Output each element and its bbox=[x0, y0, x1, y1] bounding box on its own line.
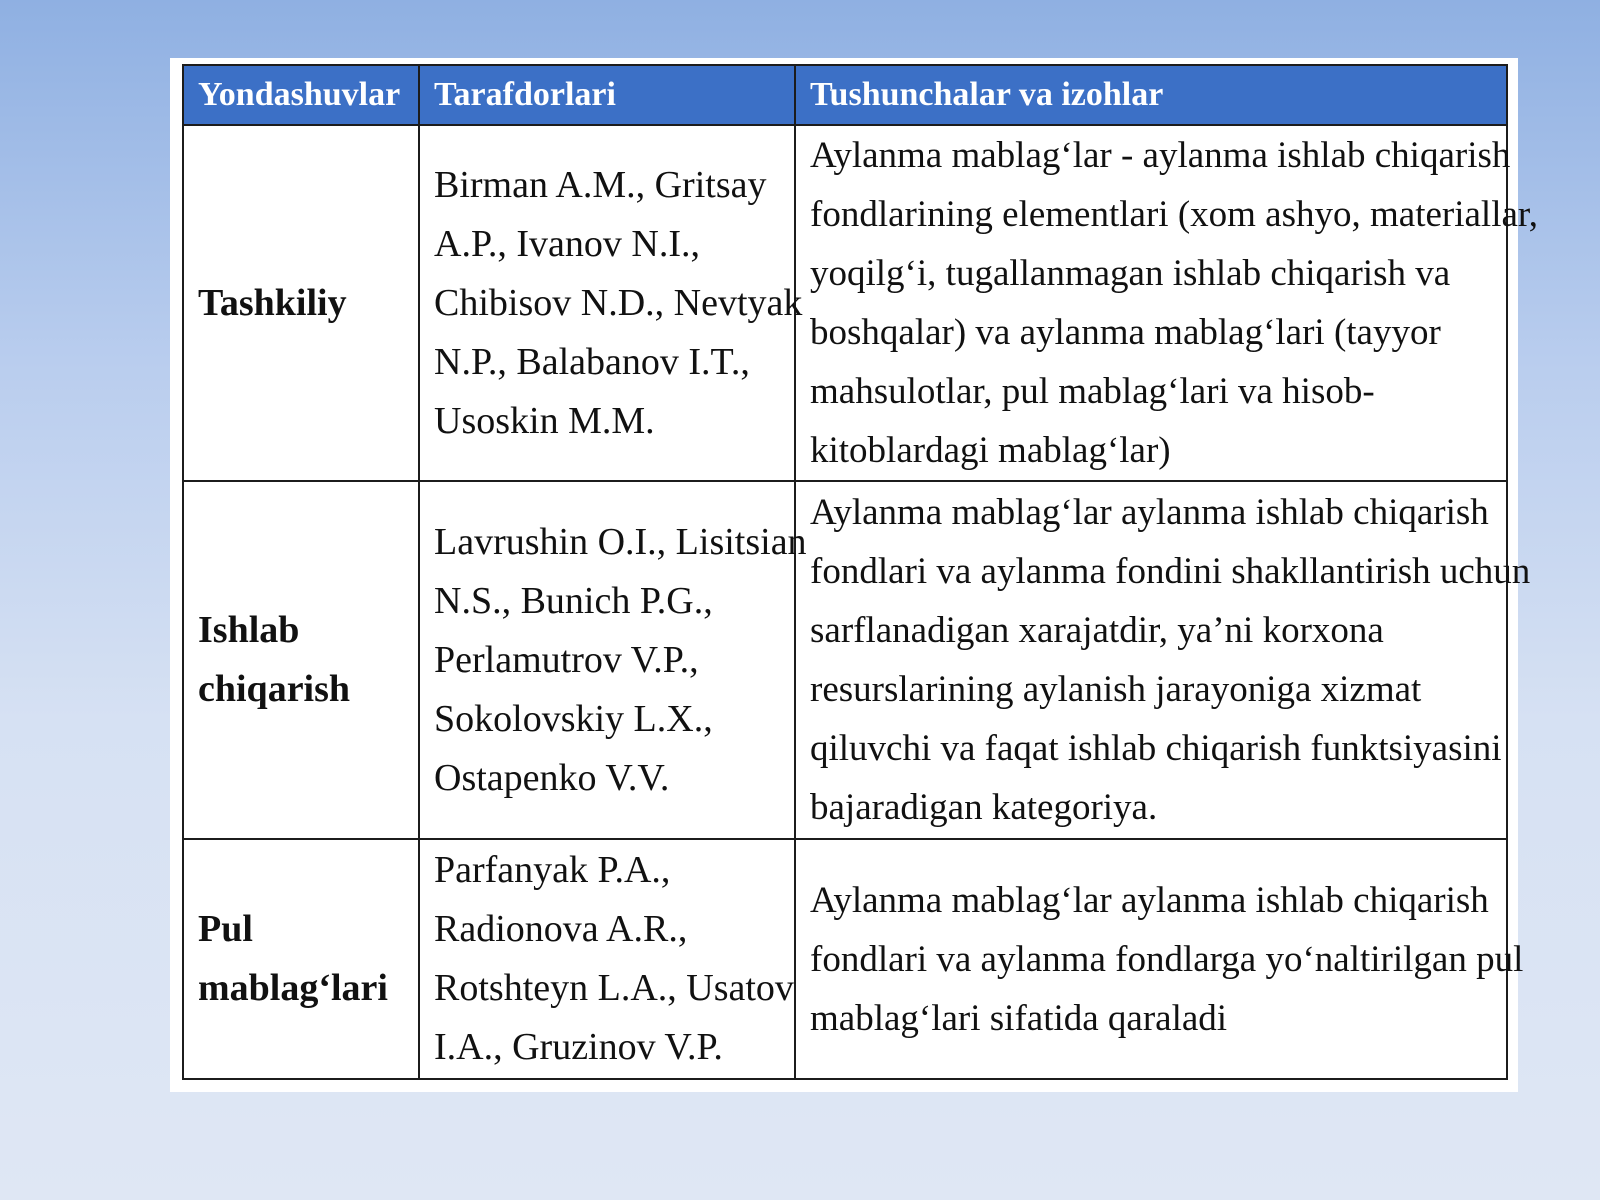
approach-text: mablag‘lari bbox=[198, 967, 388, 1009]
notes-cell bbox=[795, 839, 1524, 1079]
notes-text: mablag‘lari sifatida qaraladi bbox=[810, 997, 1228, 1039]
header-notes: Tushunchalar va izohlar bbox=[795, 65, 1507, 125]
header-authors: Tarafdorlari bbox=[419, 65, 795, 125]
approach-text: Tashkiliy bbox=[198, 281, 347, 324]
notes-text: qiluvchi va faqat ishlab chiqarish funktsiyasini bbox=[810, 728, 1502, 769]
notes-text: resurslarining aylanish jarayoniga xizmat bbox=[810, 669, 1422, 710]
authors-text: Ostapenko V.V. bbox=[434, 756, 670, 799]
notes-text: fondlari va aylanma fondlarga yo‘naltirilgan pul bbox=[810, 938, 1524, 980]
authors-text: Birman A.M., Gritsay bbox=[434, 163, 767, 206]
authors-cell bbox=[419, 839, 795, 1079]
authors-cell bbox=[419, 481, 807, 839]
table-row bbox=[183, 481, 1507, 839]
authors-text: I.A., Gruzinov V.P. bbox=[434, 1026, 723, 1068]
authors-text: A.P., Ivanov N.I., bbox=[434, 222, 700, 265]
approach-cell bbox=[183, 125, 419, 481]
authors-text: Radionova A.R., bbox=[434, 908, 688, 950]
slide-panel bbox=[170, 58, 1538, 1092]
notes-text: fondlarining elementlari (xom ashyo, materiallar, bbox=[810, 194, 1538, 235]
authors-text: Parfanyak P.A., bbox=[434, 849, 671, 891]
notes-text: Aylanma mablag‘lar aylanma ishlab chiqarish bbox=[810, 492, 1489, 533]
authors-cell bbox=[419, 125, 803, 481]
authors-text: Chibisov N.D., Nevtyak bbox=[434, 281, 803, 324]
notes-text: fondlari va aylanma fondini shakllantirish uchun bbox=[810, 551, 1531, 592]
notes-text: Aylanma mablag‘lar - aylanma ishlab chiqarish bbox=[810, 135, 1511, 176]
approach-cell bbox=[183, 839, 419, 1079]
table-row bbox=[183, 125, 1507, 481]
table-header-row bbox=[183, 65, 1507, 125]
notes-cell bbox=[795, 125, 1538, 481]
approach-text: Pul bbox=[198, 908, 253, 950]
authors-text: Sokolovskiy L.X., bbox=[434, 697, 713, 740]
authors-text: N.S., Bunich P.G., bbox=[434, 579, 713, 622]
authors-text: N.P., Balabanov I.T., bbox=[434, 340, 750, 383]
notes-text: sarflanadigan xarajatdir, ya’ni korxona bbox=[810, 610, 1384, 651]
notes-cell bbox=[795, 481, 1531, 839]
authors-text: Rotshteyn L.A., Usatov bbox=[434, 967, 794, 1009]
notes-text: kitoblardagi mablag‘lar) bbox=[810, 430, 1171, 471]
notes-text: boshqalar) va aylanma mablag‘lari (tayyor bbox=[810, 312, 1441, 353]
header-approach: Yondashuvlar bbox=[183, 65, 419, 125]
notes-text: yoqilg‘i, tugallanmagan ishlab chiqarish va bbox=[810, 253, 1451, 294]
authors-text: Lavrushin O.I., Lisitsian bbox=[434, 520, 807, 563]
table-row bbox=[183, 839, 1507, 1079]
authors-text: Usoskin M.M. bbox=[434, 399, 655, 442]
notes-text: Aylanma mablag‘lar aylanma ishlab chiqarish bbox=[810, 879, 1489, 921]
approaches-table bbox=[182, 64, 1538, 1080]
notes-text: mahsulotlar, pul mablag‘lari va hisob- bbox=[810, 371, 1375, 412]
approach-text: Ishlab bbox=[198, 609, 300, 651]
authors-text: Perlamutrov V.P., bbox=[434, 638, 699, 681]
approach-text: chiqarish bbox=[198, 668, 351, 710]
notes-text: bajaradigan kategoriya. bbox=[810, 787, 1158, 828]
approach-cell bbox=[183, 481, 419, 839]
